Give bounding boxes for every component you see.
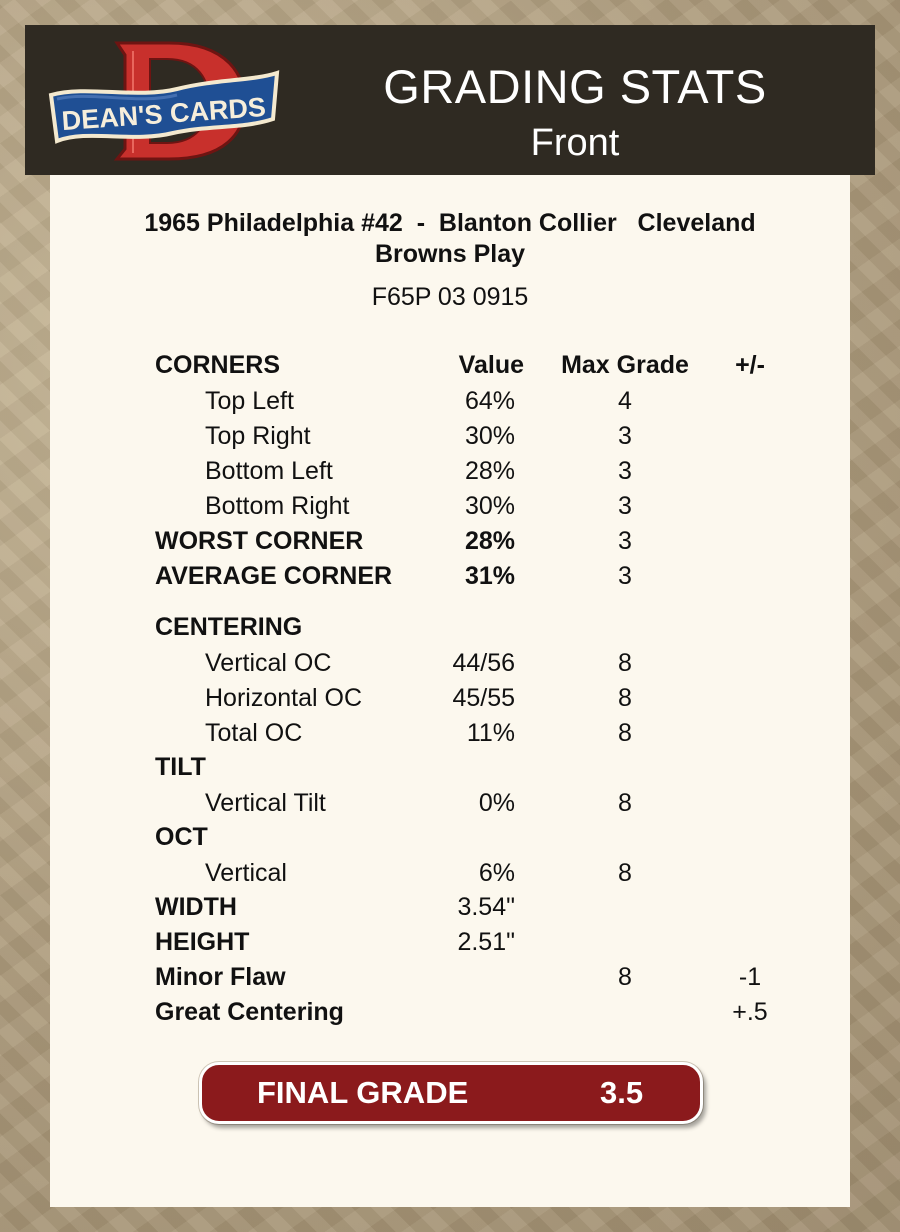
row-label: Total OC	[205, 719, 303, 747]
header-bar	[25, 25, 875, 175]
row-label: Bottom Left	[205, 457, 333, 485]
table-row	[50, 384, 850, 419]
row-value: 28%	[464, 527, 515, 555]
row-label: Horizontal OC	[205, 684, 362, 712]
column-max-grade: Max Grade	[561, 351, 689, 379]
table-row	[50, 646, 850, 681]
final-grade-label: FINAL GRADE	[257, 1075, 469, 1110]
row-max-grade: 4	[618, 387, 632, 415]
row-label: WORST CORNER	[155, 527, 364, 555]
row-value: 3.54"	[457, 893, 515, 921]
row-value: 6%	[478, 859, 515, 887]
row-max-grade: 3	[618, 562, 632, 590]
row-value: 11%	[466, 719, 515, 747]
card-code: F65P 03 0915	[371, 283, 529, 311]
grading-panel	[50, 175, 850, 1207]
tilt-header-row	[50, 750, 850, 785]
row-value: 28%	[464, 457, 515, 485]
row-label: Vertical	[205, 859, 287, 887]
row-value: 30%	[464, 492, 515, 520]
final-grade-value: 3.5	[600, 1075, 644, 1110]
row-adjustment: -1	[738, 963, 762, 991]
minor-flaw-row	[50, 960, 850, 995]
row-label: WIDTH	[155, 893, 237, 921]
corners-header-row	[50, 348, 850, 383]
row-label: Top Right	[205, 422, 311, 450]
row-value: 44/56	[452, 649, 515, 677]
worst-corner-row	[50, 524, 850, 559]
section-centering: CENTERING	[155, 613, 303, 641]
width-row	[50, 890, 850, 925]
row-max-grade: 8	[618, 859, 632, 887]
average-corner-row	[50, 559, 850, 594]
table-row	[50, 856, 850, 891]
row-value: 45/55	[452, 684, 515, 712]
table-row	[50, 681, 850, 716]
final-grade-badge	[199, 1062, 703, 1124]
row-adjustment: +.5	[732, 998, 768, 1026]
row-label: Vertical Tilt	[205, 789, 326, 817]
column-plus-minus: +/-	[735, 351, 765, 379]
row-label: Bottom Right	[205, 492, 350, 520]
table-row	[50, 786, 850, 821]
deans-cards-logo	[47, 37, 282, 165]
row-max-grade: 8	[618, 719, 632, 747]
row-max-grade: 8	[618, 684, 632, 712]
row-value: 31%	[464, 562, 515, 590]
page-subtitle: Front	[530, 122, 620, 164]
row-max-grade: 3	[618, 457, 632, 485]
table-row	[50, 489, 850, 524]
section-tilt: TILT	[155, 753, 206, 781]
row-max-grade: 8	[618, 649, 632, 677]
centering-header-row	[50, 610, 850, 645]
row-label: Top Left	[205, 387, 294, 415]
oct-header-row	[50, 820, 850, 855]
row-label: Vertical OC	[205, 649, 332, 677]
row-value: 0%	[478, 789, 515, 817]
logo-text: DEAN'S CARDS	[60, 91, 267, 137]
table-row	[50, 716, 850, 751]
row-max-grade: 3	[618, 422, 632, 450]
row-max-grade: 8	[618, 789, 632, 817]
row-max-grade: 3	[618, 527, 632, 555]
table-row	[50, 419, 850, 454]
page-title: GRADING STATS	[383, 60, 767, 113]
row-value: 64%	[464, 387, 515, 415]
row-value: 30%	[464, 422, 515, 450]
row-max-grade: 8	[618, 963, 632, 991]
row-value: 2.51"	[457, 928, 515, 956]
row-label: Great Centering	[155, 998, 344, 1026]
column-value: Value	[458, 351, 524, 379]
great-centering-row	[50, 995, 850, 1030]
section-oct: OCT	[155, 823, 208, 851]
row-max-grade: 3	[618, 492, 632, 520]
row-label: AVERAGE CORNER	[155, 562, 393, 590]
section-corners: CORNERS	[155, 351, 281, 379]
row-label: Minor Flaw	[155, 963, 286, 991]
card-title: 1965 Philadelphia #42 - Blanton Collier Cleveland Browns Play	[144, 209, 756, 268]
row-label: HEIGHT	[155, 928, 250, 956]
height-row	[50, 925, 850, 960]
table-row	[50, 454, 850, 489]
